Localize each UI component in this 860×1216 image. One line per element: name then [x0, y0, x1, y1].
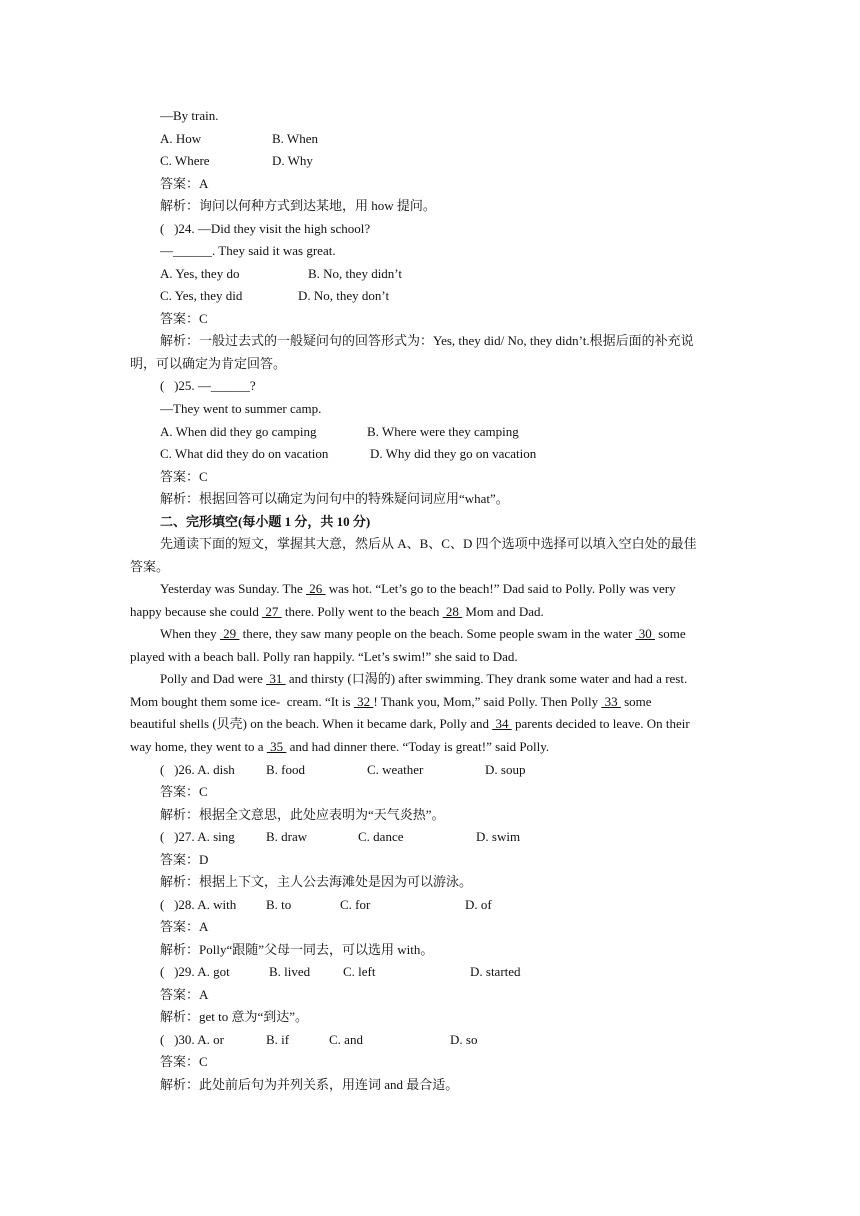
q26-analysis: 解析：根据全文意思，此处应表明为“天气炎热”。	[160, 807, 445, 822]
section-heading: 二、完形填空(每小题 1 分，共 10 分)	[160, 514, 371, 529]
q25-analysis: 解析：根据回答可以确定为问句中的特殊疑问词应用“what”。	[160, 491, 509, 506]
blank-34: 34	[492, 716, 512, 731]
q24-analysis-line1: 解析：一般过去式的一般疑问句的回答形式为：Yes, they did/ No, they didn’t.根据后面的补充说	[160, 333, 694, 348]
q25-answer: 答案：C	[160, 469, 208, 484]
q29-option-b: B. lived	[269, 964, 311, 979]
passage-p3-line3: beautiful shells (贝壳) on the beach. When it became dark, Polly and 34 parents decided to leave. On their	[130, 716, 690, 731]
q29-stem-option-a: ( )29. A. got	[160, 964, 230, 979]
q24-option-a: A. Yes, they do	[160, 266, 240, 281]
q24-stem: ( )24. —Did they visit the high school?	[160, 221, 371, 236]
section-instructions-line1: 先通读下面的短文，掌握其大意，然后从 A、B、C、D 四个选项中选择可以填入空白处的最佳	[160, 536, 697, 551]
q30-option-c: C. and	[329, 1032, 363, 1047]
q23-option-d: D. Why	[272, 153, 313, 168]
passage-p3-line1: Polly and Dad were 31 and thirsty (口渴的) after swimming. They drank some water and had a rest.	[160, 671, 688, 686]
passage-p2-line1: When they 29 there, they saw many people on the beach. Some people swam in the water 30 some	[160, 626, 686, 641]
q26-stem-option-a: ( )26. A. dish	[160, 762, 235, 777]
blank-29: 29	[219, 626, 240, 641]
q28-option-b: B. to	[266, 897, 292, 912]
q23-option-a: A. How	[160, 131, 202, 146]
q30-option-d: D. so	[450, 1032, 478, 1047]
q23-analysis: 解析：询问以何种方式到达某地，用 how 提问。	[160, 198, 436, 213]
q23-answer: 答案：A	[160, 176, 209, 191]
q27-option-c: C. dance	[358, 829, 404, 844]
passage-p3-line4: way home, they went to a 35 and had dinner there. “Today is great!” said Polly.	[130, 739, 550, 754]
q27-analysis: 解析：根据上下文，主人公去海滩处是因为可以游泳。	[160, 874, 473, 889]
q27-option-b: B. draw	[266, 829, 308, 844]
q25-option-b: B. Where were they camping	[367, 424, 519, 439]
passage-p2-line2: played with a beach ball. Polly ran happily. “Let’s swim!” she said to Dad.	[130, 649, 518, 664]
q30-answer: 答案：C	[160, 1054, 208, 1069]
blank-35: 35	[266, 739, 287, 754]
q27-option-d: D. swim	[476, 829, 521, 844]
blank-32: 32	[353, 694, 374, 709]
blank-31: 31	[266, 671, 286, 686]
q29-option-c: C. left	[343, 964, 376, 979]
q25-option-c: C. What did they do on vacation	[160, 446, 329, 461]
passage-p3-line2: Mom bought them some ice- cream. “It is 32 ! Thank you, Mom,” said Polly. Then Polly 33 some	[130, 694, 652, 709]
q26-option-d: D. soup	[485, 762, 526, 777]
q30-analysis: 解析：此处前后句为并列关系，用连词 and 最合适。	[160, 1077, 459, 1092]
q28-option-d: D. of	[465, 897, 492, 912]
q23-reply: —By train.	[160, 108, 219, 123]
q26-option-c: C. weather	[367, 762, 424, 777]
q29-analysis: 解析：get to 意为“到达”。	[160, 1009, 309, 1024]
blank-27: 27	[262, 604, 282, 619]
blank-26: 26	[306, 581, 326, 596]
q24-reply: —______. They said it was great.	[160, 243, 336, 258]
q28-stem-option-a: ( )28. A. with	[160, 897, 237, 912]
q24-answer: 答案：C	[160, 311, 208, 326]
q25-reply: —They went to summer camp.	[160, 401, 322, 416]
q25-stem: ( )25. —______?	[160, 378, 256, 393]
q26-option-b: B. food	[266, 762, 305, 777]
q29-option-d: D. started	[470, 964, 521, 979]
q27-stem-option-a: ( )27. A. sing	[160, 829, 235, 844]
q25-option-a: A. When did they go camping	[160, 424, 317, 439]
section-instructions-line2: 答案。	[130, 559, 170, 574]
q24-option-b: B. No, they didn’t	[308, 266, 403, 281]
q24-option-d: D. No, they don’t	[298, 288, 390, 303]
q25-option-d: D. Why did they go on vacation	[370, 446, 537, 461]
blank-30: 30	[635, 626, 655, 641]
q29-answer: 答案：A	[160, 987, 209, 1002]
passage-p1-line2: happy because she could 27 there. Polly went to the beach 28 Mom and Dad.	[130, 604, 544, 619]
blank-33: 33	[601, 694, 621, 709]
q26-answer: 答案：C	[160, 784, 208, 799]
q23-option-c: C. Where	[160, 153, 210, 168]
q24-option-c: C. Yes, they did	[160, 288, 243, 303]
q28-option-c: C. for	[340, 897, 371, 912]
blank-28: 28	[442, 604, 463, 619]
q24-analysis-line2: 明，可以确定为肯定回答。	[130, 356, 287, 371]
q23-option-b: B. When	[272, 131, 318, 146]
q30-option-b: B. if	[266, 1032, 290, 1047]
q27-answer: 答案：D	[160, 852, 209, 867]
passage-p1-line1: Yesterday was Sunday. The 26 was hot. “Let’s go to the beach!” Dad said to Polly. Polly was very	[160, 581, 676, 596]
q28-analysis: 解析：Polly“跟随”父母一同去，可以选用 with。	[160, 942, 434, 957]
q28-answer: 答案：A	[160, 919, 209, 934]
q30-stem-option-a: ( )30. A. or	[160, 1032, 224, 1047]
